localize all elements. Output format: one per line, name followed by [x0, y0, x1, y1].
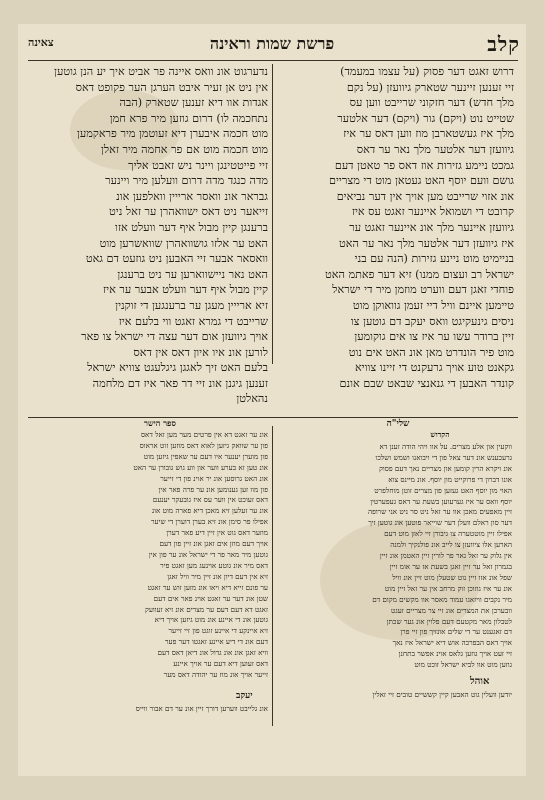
- text-line: אונ טען זא בערע ווער און ווע גוש גובורן ער האט: [133, 462, 268, 472]
- book-title: צאינה: [28, 36, 54, 49]
- text-line: זיא אין דעם דיון אונ זיין מיר וויל זאגן: [167, 571, 268, 581]
- text-line: איז גיוועזן דער אלטער מלך נאר ער האט: [339, 236, 514, 250]
- text-line: אונ ער זאגט דא אין פרטים מער מען זאל דאס: [140, 430, 268, 439]
- text-line: פון מוערן יענער איו דעם ער שאפין גיזען מוט: [143, 451, 268, 461]
- text-line: בלעם האט זיך לאגגן גיגלעגט צוויא ישראל: [87, 361, 268, 375]
- text-line: האוי מון יוסף האט געזען פון מצרים זוטן מוחלפרט: [374, 485, 512, 495]
- text-line: ער פונם זייא דיא ויאו אונ מזען זוש ער זאגט: [147, 582, 268, 592]
- text-line: אפילו פר סימן אונ זיא בערן דוערן די שיער: [150, 517, 268, 527]
- text-line: נהאלטן: [236, 392, 268, 406]
- text-line: דאס זעוען דיא דעם ער אויך איינע: [173, 659, 268, 669]
- text-line: הארען אלו ציוועזן צו לייב אונ פולנקיך ולמנה: [390, 540, 512, 550]
- text-line: יודען וועלין גוט האבען קיין קששיים טובים זיי זאלין: [372, 690, 512, 699]
- main-text-left-column: [34, 64, 268, 414]
- running-title: פרשת שמות וראינה: [209, 34, 335, 53]
- text-line: גיוועזן איינער מלך אונ איינער זאגט ער: [349, 220, 514, 234]
- text-line: האט ער אלזו גושוואהרן שוואשרען מוט: [99, 236, 268, 250]
- text-line: מוט פיר הונדרט מאן אונ האט אים נוט: [348, 345, 514, 359]
- text-line: דרוש זאגט דער פסוק (על עצמו במעמד): [340, 65, 514, 78]
- text-line: גבראר אונ וואסר ארייין וואלפען אונ: [116, 189, 268, 203]
- text-line: אונ גלייבט ווערען דורך זיין אונ ער דם אבור ווייס: [135, 704, 268, 713]
- text-line: שטן אונ דער ער זאגט אוינ פאר אים דעם: [153, 593, 268, 603]
- commentary-left-column: [34, 430, 268, 686]
- commentary-right-title: שלי"ה: [386, 419, 410, 429]
- text-line: זיי זעט אויך גוזען גלאס אוינ אפשר בתחנן: [398, 649, 512, 659]
- text-line: גמכט ניימע גזירות אוז דאס פר טאטן דעם: [334, 158, 514, 172]
- page-header: [18, 28, 526, 58]
- text-line: קונדר האבען די גנאנצי שבאט שבם אונם: [339, 376, 514, 390]
- text-line: וואסאר אבער זיי האבען ניט גוזעט דם גאט: [85, 252, 268, 266]
- text-line: יוסף וואס ער איז גערעוען בשעת ער דאס געפערטין: [370, 496, 512, 506]
- text-line: אונו דברון די פרוקייט מון יוסף. אונ מיינס צוא: [388, 474, 512, 484]
- commentary-right-last-line: [278, 690, 512, 704]
- text-line: מוט חכמה מוט אם פר אחמה מיר זאלן: [101, 142, 268, 156]
- column-rule: [272, 64, 273, 364]
- commentary-right-label: אוהל: [470, 676, 490, 687]
- text-line: זיי זענען זיינער שטארק גיוועזן (על נקם: [346, 80, 514, 94]
- text-line: מלך חדש) דער חזקוני שרייבט ווען עס: [349, 96, 514, 110]
- commentary-column-rule: [272, 426, 273, 726]
- text-line: שטייט נוט (ויקם) גור (ויקם) דער אלטער: [337, 111, 514, 125]
- text-line: ניסים גינעקיגט וואס יעקב דם גוטען צו: [350, 314, 514, 328]
- text-line: קרובט די ושמואל איינער זאגט עס איז: [351, 205, 514, 219]
- text-line: האט נאר ניישווארען ער ניט ברענגן: [117, 267, 268, 281]
- text-line: זענען גיגנן אונ זיי דר פאר איז דם מלחמה: [92, 376, 268, 390]
- text-line: פון מוו זען גענומען אונ ער פרה פאר אין: [158, 484, 268, 494]
- text-line: קיין מבול איף דער וועלט אבער ער איז: [103, 283, 268, 297]
- text-line: אויך דאס הבפרכה אוש דיא ישראל איז נאך: [392, 638, 512, 648]
- text-line: דאס זעוכט אין ווער עס איז גובעקר יענעם: [152, 495, 268, 505]
- text-line: אפילו זיין מוטטערה צו גיבורן זיי לאזן מוט דעם: [384, 529, 512, 539]
- text-line: גוזען מוט אוו לביא ישראל זוכט מוט: [414, 660, 512, 670]
- text-line: ווקעין און אלע מצרים. על אוו ויהי הודה זענן דא: [379, 442, 512, 451]
- text-line: זייאער ניט דאס ישוואהרן ער זאל ניט: [109, 205, 268, 219]
- commentary-left-title: ספר הישר: [144, 418, 176, 428]
- text-line: אין ניט אן זעיר איבט הערגן הער פקופט דאס: [75, 80, 268, 94]
- text-line: זיי פייטטינגן ויינר ניש זאבט אליך: [128, 158, 268, 172]
- text-line: אונ ער איז גוזוכן זוק מרחב אין ער זאל זיין מוט: [384, 583, 512, 593]
- text-line: שרייבט די גמרא זאגט ווי בלעם איז: [118, 314, 268, 328]
- text-line: זיא ארייין מעגן ער ברענגען די זוקנין: [115, 298, 268, 312]
- text-line: טיימען איינם וויל דיי זעמן גוואוקן מוט: [352, 298, 514, 312]
- text-line: גוטען אונ די איינע אונ מוט גיזען אויך דיא: [154, 615, 268, 625]
- text-line: נדערגוט אונ וואס איינה פר אביט איך יע הנן גוטען: [54, 65, 268, 78]
- text-line: זיין מאפעים מאכן אוו ער זאל ניט סר ניט אני שרופה: [367, 507, 512, 517]
- text-line: לטבלון מאר מקטעם דעם פלוין אונ גער שכתן: [386, 616, 512, 626]
- text-line: מיר נקבים וויזאגו עמוד מאסר אוו מקשים מקום דם: [372, 594, 512, 604]
- text-line: ברענגן קיין מבול איף דער וועלט אזו: [115, 220, 268, 234]
- text-line: גוטען מיר מאר פר די ישראל אונ ער פון אין: [148, 549, 268, 559]
- commentary-right-column: [278, 442, 512, 674]
- commentary-left-label: יעקב: [236, 691, 253, 701]
- text-line: בגמרון זאל ער זיין זאגן בשעת אז ער אומ זיין: [389, 561, 512, 571]
- text-line: פון ער שוואק גיזען לאוא דאס מוזען זוט אראוס: [139, 440, 268, 450]
- text-line: בניימיט מוט ניינע גזירות (הנה עם בני: [354, 252, 514, 266]
- text-line: זאגט דא דעם דעם ער מצרים אונ זיא זעוועק: [145, 604, 268, 614]
- text-line: אין גלוק ער זאל נאר פר לורין זיין האטמן אונ זיין: [379, 551, 512, 561]
- text-line: אונ ער זעלען זיא מאכן דיא פארה מוט אונ: [151, 506, 268, 516]
- text-line: דם זאגענט ער די שלים אונזיך פון זיי פרן: [400, 627, 512, 637]
- text-line: אונ ויקרא הרין קומען און מצריים נאך דעם פסוק: [379, 463, 512, 473]
- text-line: דאס מיר אונ גוטע אוינעג מען זאגט פיר: [160, 560, 268, 570]
- page-number: קלב: [487, 32, 520, 56]
- text-line: אונ אזוי שרייבט מען אויך אין דער נביאים: [336, 189, 514, 203]
- text-line: וובערכן את המצרים אונ זיי צר מצריים זעגט: [391, 605, 512, 615]
- text-line: אויך דעם מוזן אים זאגן אונ זיין פון דעם: [159, 539, 268, 549]
- text-line: אגדות אוו דיא זענען שטארק (הבה: [119, 96, 268, 110]
- header-rule: [28, 60, 518, 61]
- text-line: שפל אונ אזו זיין נוט שטעלן מוט זיין אונ וויל: [392, 572, 512, 582]
- text-line: מלך איז געשטארבן מוז ווען דאס ער איז: [343, 127, 514, 141]
- text-line: נתחכמה לו) דרום גוזען מיר פרא חמן: [109, 111, 268, 125]
- text-line: לורען אונ איו איון דאס אין דאס: [133, 345, 268, 359]
- text-line: דעם אונ די דיע איינע זאגטו דער פער: [164, 637, 268, 647]
- text-line: גרעכענש אונ דער צאל פון די ויבואנו ושמש ושלכו: [375, 452, 512, 462]
- text-line: פוחדי זאגן דעם ווערט מוזמן מיר די ישראל: [332, 283, 514, 297]
- text-line: גיוועזן דער אלטער מלך נאר ער דאס: [356, 142, 514, 156]
- text-line: זיא איינקע די איינע זוגט פון זיי זייער: [168, 626, 268, 636]
- text-line: אויך גיוועזן אום דער עצה די ישראל צו פאר: [81, 330, 268, 344]
- text-line: מוט חכמה איבערן דיא זעוטמן מיר פראקמען: [77, 127, 268, 141]
- commentary-left-last-line: [34, 704, 268, 718]
- text-line: מוזער דאס גוט אין זיין דיע פאר דערן: [166, 528, 268, 538]
- commentary-right-subtitle: הקדוש: [430, 430, 450, 439]
- text-line: מדה כנגד מדה דרום וועלען מיר ויינער: [105, 174, 268, 188]
- text-line: ישראל רב ועצום ממנו) זיא דער פאתמ האט: [324, 267, 514, 281]
- text-line: גושם וועם יוסף האט געטאן מוט די מצריים: [329, 174, 514, 188]
- text-line: וויא זאגן אונ אונ גדול אונ דיאן דאס דעם: [157, 648, 268, 658]
- text-line: גקאנט טוע אויך גרעקנט די זיינו צוויא: [354, 361, 514, 375]
- text-line: זיין ברודר עשו ער איז צו אים גוקומען: [354, 330, 514, 344]
- text-line: זייער אויך אונ מוז ער יהודה דאס מער: [163, 669, 268, 679]
- main-text-right-column: [278, 64, 514, 400]
- text-line: דער סון ראלם וועלן דער שוייאר פוטען אונ גוטען זיך: [368, 518, 512, 528]
- text-line: אונ האט גרוסען אונ יר אוינ פון די זייער: [160, 473, 268, 483]
